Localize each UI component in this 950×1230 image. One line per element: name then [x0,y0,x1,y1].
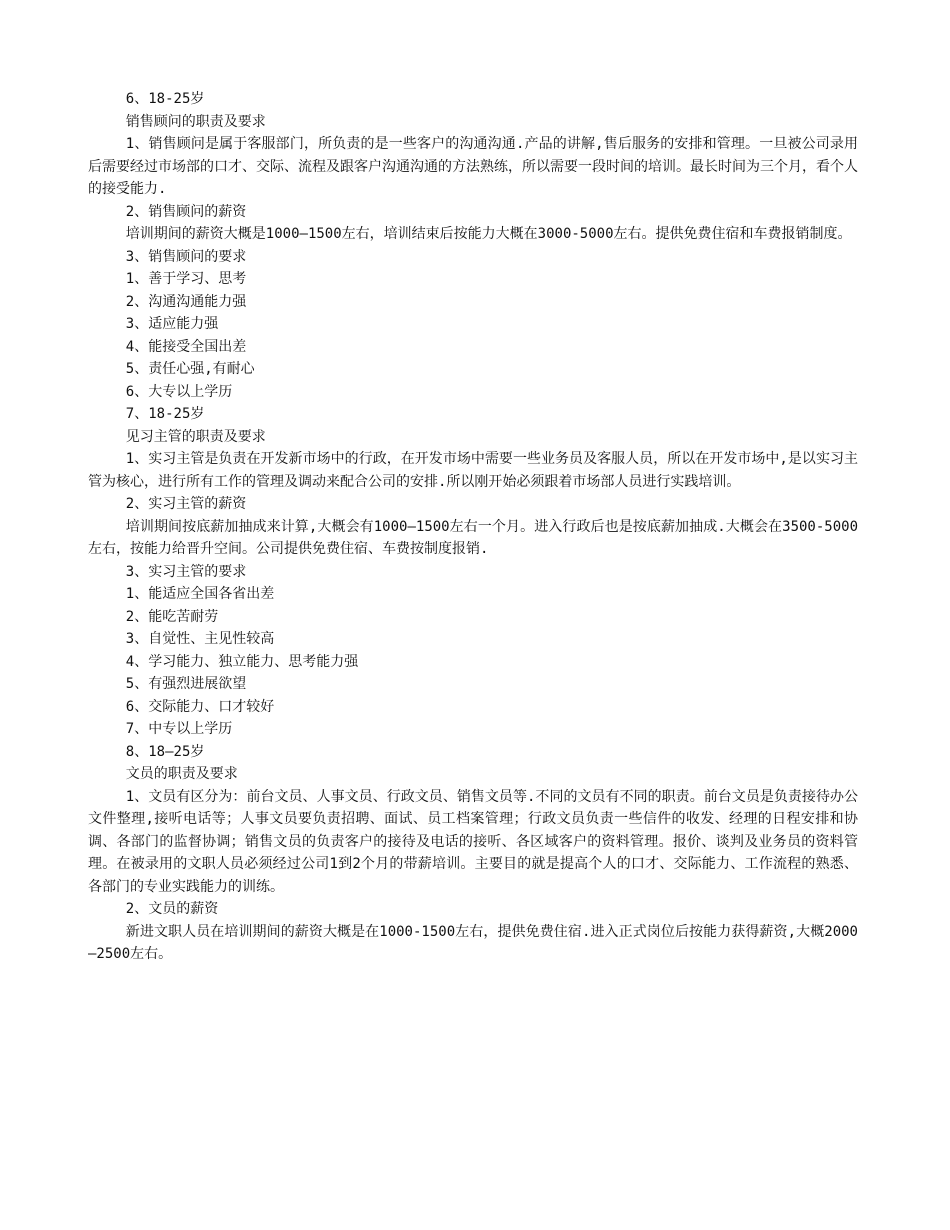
section-heading: 见习主管的职责及要求 [125,428,266,445]
section-heading: 文员的职责及要求 [125,766,238,782]
list-item: 7、18-25岁 [125,406,205,422]
list-item: 2、能吃苦耐劳 [125,608,219,625]
list-item: 8、18—25岁 [125,743,205,760]
list-item: 3、自觉性、主见性较高 [125,631,275,647]
list-item: 7、中专以上学历 [125,721,233,737]
paragraph: 培训期间按底薪加抽成来计算,大概会有1000—1500左右一个月。进入行政后也是按底薪加抽成.大概会在3500-5000左右，按能力给晋升空间。公司提供免费住宿、车费按制度报销. [88,518,858,557]
section-heading: 销售顾问的职责及要求 [125,113,266,130]
subsection-heading: 3、销售顾问的要求 [125,248,247,265]
subsection-heading: 2、实习主管的薪资 [125,496,247,512]
list-item: 2、沟通沟通能力强 [125,293,247,310]
list-item: 6、大专以上学历 [125,383,233,400]
paragraph: 1、实习主管是负责在开发新市场中的行政，在开发市场中需要一些业务员及客服人员，所以在开发市场中,是以实习主管为核心，进行所有工作的管理及调动来配合公司的安排.所以刚开始必须跟着市场部人员进行实践培训。 [88,451,858,490]
paragraph: 新进文职人员在培训期间的薪资大概是在1000-1500左右，提供免费住宿.进入正式岗位后按能力获得薪资,大概2000—2500左右。 [88,923,858,962]
list-item: 4、能接受全国出差 [125,338,247,355]
paragraph: 培训期间的薪资大概是1000—1500左右，培训结束后按能力大概在3000-5000左右。提供免费住宿和车费报销制度。 [125,226,852,242]
subsection-heading: 3、实习主管的要求 [125,563,247,580]
document-body [88,88,858,966]
list-item: 4、学习能力、独立能力、思考能力强 [125,653,359,670]
list-item: 1、善于学习、思考 [125,271,247,287]
subsection-heading: 2、销售顾问的薪资 [125,203,247,220]
list-item: 3、适应能力强 [125,316,219,332]
list-item: 5、有强烈进展欲望 [125,676,247,692]
paragraph: 1、文员有区分为：前台文员、人事文员、行政文员、销售文员等.不同的文员有不同的职责。前台文员是负责接待办公文件整理,接听电话等；人事文员要负责招聘、面试、员工档案管理；行政文员负责一些信件的收发、经理的日程安排和协调、各部门的监督协调；销售文员的负责客户的接待及电话的接听、各区域客户的资料管理。报价、谈判及业务员的资料管理。在被录用的文职人员必须经过公司1到2个月的带薪培训。主要目的就是提高个人的口才、交际能力、工作流程的熟悉、各部门的专业实践能力的训练。 [88,788,858,895]
list-item: 5、责任心强,有耐心 [125,361,255,377]
paragraph: 1、销售顾问是属于客服部门，所负责的是一些客户的沟通沟通.产品的讲解,售后服务的安排和管理。一旦被公司录用后需要经过市场部的口才、交际、流程及跟客户沟通沟通的方法熟练，所以需要一段时间的培训。最长时间为三个月，看个人的接受能力. [88,136,858,197]
list-item: 1、能适应全国各省出差 [125,586,275,602]
list-item: 6、交际能力、口才较好 [125,698,275,715]
subsection-heading: 2、文员的薪资 [125,901,219,917]
list-item: 6、18-25岁 [125,91,205,107]
